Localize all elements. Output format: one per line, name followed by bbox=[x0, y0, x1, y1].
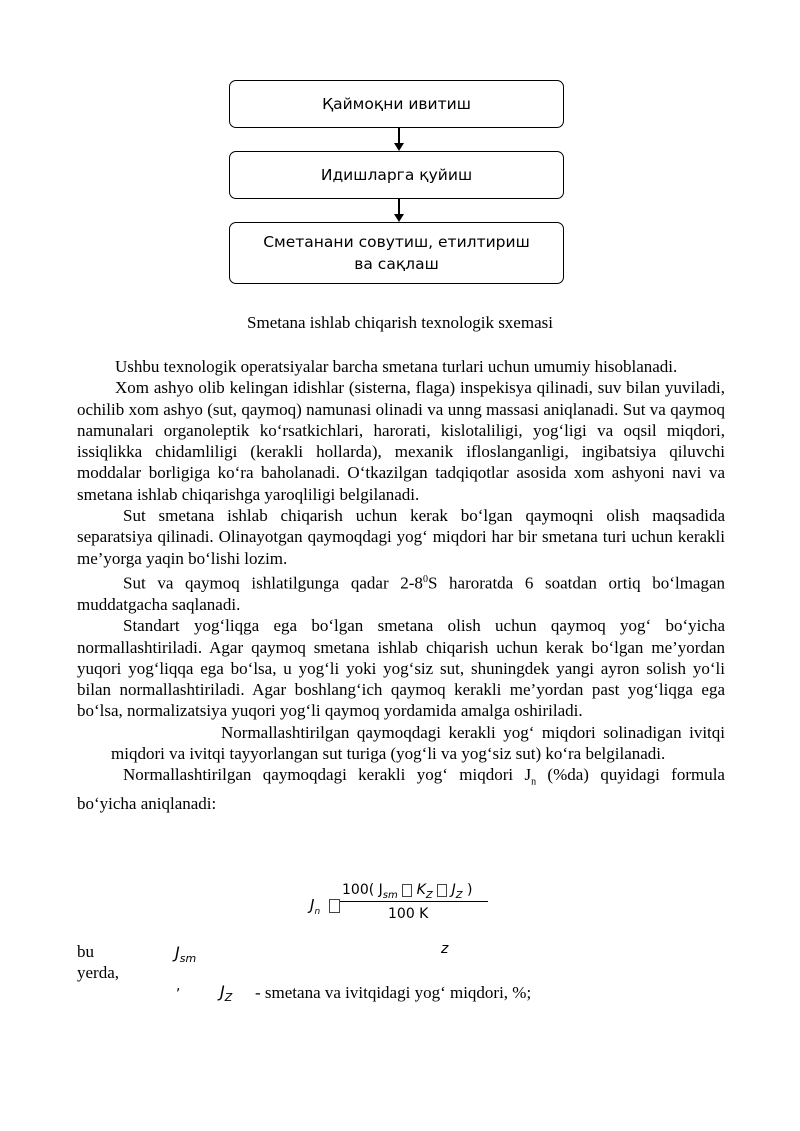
times-glyph-icon bbox=[437, 884, 447, 897]
flow-arrow-2-head bbox=[394, 214, 404, 222]
num-part-3: J bbox=[447, 882, 456, 898]
flow-step-3 bbox=[229, 222, 564, 284]
legend-z: z bbox=[441, 941, 449, 957]
legend-jz bbox=[220, 982, 232, 1004]
formula-denominator bbox=[388, 906, 428, 922]
paragraph-7 bbox=[77, 764, 725, 814]
legend-description: - smetana va ivitqidagi yog‘ miqdori, %; bbox=[255, 983, 532, 1002]
paragraph-4 bbox=[77, 569, 725, 615]
legend-comma: , bbox=[176, 978, 181, 994]
p7-part-a: Normallashtirilgan qaymoqdagi kerakli yog‘ miqdori J bbox=[123, 765, 532, 785]
paragraph-3: Sut smetana ishlab chiqarish uchun kerak bo‘lgan qaymoqni olish maqsadida separatsiya qilinadi. Olinayotgan qaymoqdagi yog‘ miqdori har bir smetana turi uchun kerakli me’yorga yaqin bo‘lishi lozim. bbox=[77, 506, 725, 568]
flow-arrow-1-head bbox=[394, 143, 404, 151]
paragraph-2: Xom ashyo olib kelingan idishlar (sisterna, flaga) inspekisya qilinadi, suv bilan yuviladi, ochilib xom ashyo (sut, qaymoq) namunasi olinadi va unng massasi aniqlanadi. Sut va qaymoq namunalari organoleptik ko‘rsatkichlari, harorati, kislotaliligi, yog‘ligi va oqsil miqdori, issiqlikka chidamliligi (kerakli hollarda), mexanik ifloslanganligi, ingibatsiya qiluvchi moddalar borligiga ko‘ra baholanadi. O‘tkazilgan tadqiqotlar asosida xom ashyoni navi va smetana ishlab chiqarishga yaroqliligi belgilanadi. bbox=[77, 378, 725, 504]
paragraph-6: Normallashtirilgan qaymoqdagi kerakli yog‘ miqdori solinadigan ivitqi miqdori va ivitqi tayyorlangan sut turiga (yog‘li va yog‘siz sut) ko‘ra belgilanadi. bbox=[111, 722, 725, 763]
fraction-bar bbox=[340, 901, 488, 902]
formula-lhs-sub: n bbox=[314, 907, 321, 917]
body-text bbox=[77, 356, 725, 814]
flow-arrow-1 bbox=[398, 128, 400, 143]
p4-part-b: S haroratda 6 soatdan ortiq bo‘lmagan muddatgacha saqlanadi. bbox=[77, 573, 726, 614]
legend-jsm-sub: sm bbox=[179, 952, 197, 966]
formula-numerator bbox=[342, 882, 473, 901]
legend-yerda: yerda, bbox=[77, 963, 120, 982]
num-part-2: K bbox=[412, 882, 426, 898]
flow-step-3-label: Сметанани совутиш, етилтириш ва сақлаш bbox=[263, 232, 530, 273]
flow-step-1 bbox=[229, 80, 564, 128]
num-sub-1: sm bbox=[382, 889, 398, 901]
formula-lhs-symbol: J bbox=[310, 896, 315, 914]
legend-jsm bbox=[175, 943, 196, 965]
minus-glyph-icon bbox=[402, 884, 412, 897]
figure-caption: Smetana ishlab chiqarish texnologik sxemasi bbox=[247, 313, 553, 332]
flow-step-1-label: Қаймоқни ивитиш bbox=[322, 94, 471, 113]
p4-part-a: Sut va qaymoq ishlatilgunga qadar 2-8 bbox=[123, 573, 423, 593]
flow-arrow-2 bbox=[398, 199, 400, 214]
num-sub-3: Z bbox=[455, 889, 463, 901]
paragraph-5: Standart yog‘liqga ega bo‘lgan smetana olish uchun qaymoq yog‘ bo‘yicha normallashtiriladi. Agar qaymoq smetana ishlab chiqarish uchun kerak bo‘lgan me’yordan yuqori yog‘liqqa ega bo‘lsa, u yog‘li yoki yog‘siz sut, shuningdek yangi ayron solish yo‘li bilan normallashtiriladi. Agar boshlang‘ich qaymoq kerakli me’yordan past yog‘liqga ega bo‘lsa, normalizatsiya yuqori yog‘li qaymoq yordamida amalga oshiriladi. bbox=[77, 616, 725, 721]
formula-lhs bbox=[310, 896, 340, 917]
flow-step-2-label: Идишларга қуйиш bbox=[320, 165, 473, 184]
num-sub-2: Z bbox=[425, 889, 433, 901]
paragraph-1: Ushbu texnologik operatsiyalar barcha smetana turlari uchun umumiy hisoblanadi. bbox=[115, 357, 678, 376]
formula bbox=[310, 878, 510, 928]
p4-degree: 0 bbox=[422, 573, 428, 585]
legend-jz-sub: Z bbox=[224, 991, 233, 1005]
p7-sub: n bbox=[531, 776, 537, 788]
equals-glyph-icon bbox=[329, 899, 340, 913]
legend-jsm-symbol: J bbox=[175, 943, 180, 962]
p7-part-b: (%da) quyidagi formula bo‘yicha aniqlanadi: bbox=[77, 765, 725, 813]
flow-step-2 bbox=[229, 151, 564, 199]
legend-jz-symbol: J bbox=[220, 982, 225, 1001]
num-part-4: ) bbox=[462, 882, 473, 898]
legend-where bbox=[77, 941, 119, 983]
legend-bu: bu bbox=[77, 942, 94, 961]
num-part-1: 100( J bbox=[342, 882, 383, 898]
denominator-text: 100 K bbox=[388, 906, 429, 922]
